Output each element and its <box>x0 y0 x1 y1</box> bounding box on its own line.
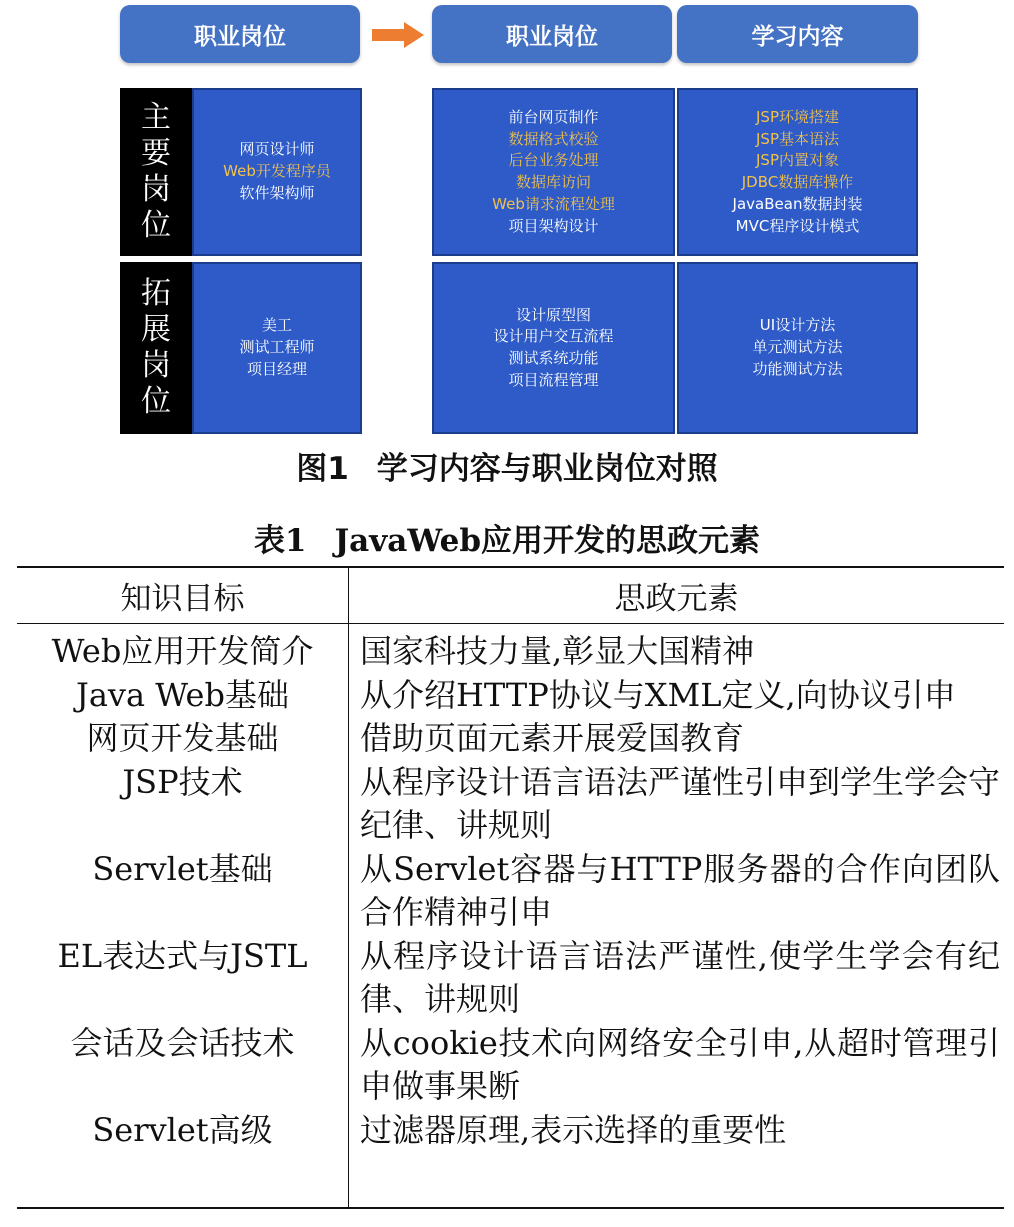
band-char: 位 <box>141 208 171 243</box>
knowledge-cell: Servlet高级 <box>92 1110 273 1149</box>
content-item: 单元测试方法 <box>752 338 843 357</box>
table-row <box>17 717 1004 761</box>
content-item: 功能测试方法 <box>752 359 843 378</box>
table-bottom-rule <box>17 1207 1004 1209</box>
content-item: JSP基本语法 <box>756 129 839 148</box>
knowledge-cell: Servlet基础 <box>92 849 273 888</box>
band-char: 岗 <box>141 172 171 207</box>
left-header: 职业岗位 <box>120 5 360 63</box>
role-item: 软件架构师 <box>239 183 315 202</box>
duty-item: 后台业务处理 <box>508 151 599 170</box>
role-item: 网页设计师 <box>239 140 315 159</box>
table-header-ideology: 思政元素 <box>614 581 739 617</box>
band-main-positions <box>120 88 192 256</box>
right-header: 学习内容 <box>677 5 918 63</box>
table-row <box>17 761 1004 848</box>
figure-caption-text: 学习内容与职业岗位对照 <box>376 451 718 487</box>
role-item: Web开发程序员 <box>223 162 331 181</box>
content-item: MVC程序设计模式 <box>735 216 860 235</box>
content-item: UI设计方法 <box>759 316 836 335</box>
figure-caption-number: 图1 <box>296 451 349 487</box>
table-row <box>17 1022 1004 1109</box>
table-row <box>17 935 1004 1022</box>
arrow-right-icon <box>372 22 424 48</box>
band-char: 要 <box>141 136 171 171</box>
table-row <box>17 674 1004 718</box>
role-item: 美工 <box>261 316 292 335</box>
table-row <box>17 848 1004 935</box>
table-body <box>17 630 1004 1152</box>
duty-item: 数据格式校验 <box>508 129 599 148</box>
band-char: 位 <box>141 384 171 419</box>
cell-main-duties <box>432 88 675 256</box>
cell-main-content <box>677 88 918 256</box>
content-item: JSP环境搭建 <box>756 107 839 126</box>
table-header-rule <box>17 623 1004 624</box>
cell-ext-roles <box>192 262 362 434</box>
table-caption-text: JavaWeb应用开发的思政元素 <box>334 523 761 559</box>
duty-item: 项目架构设计 <box>508 216 599 235</box>
duty-item: 测试系统功能 <box>508 349 599 367</box>
knowledge-cell: 会话及会话技术 <box>70 1023 295 1062</box>
content-item: JSP内置对象 <box>756 151 839 170</box>
knowledge-cell: JSP技术 <box>122 762 243 801</box>
role-item: 测试工程师 <box>239 338 315 357</box>
figure-1 <box>0 0 1014 440</box>
cell-ext-duties <box>432 262 675 434</box>
role-item: 项目经理 <box>246 359 307 378</box>
ideology-cell: 从程序设计语言语法严谨性引申到学生学会守纪律、讲规则 <box>360 762 1001 844</box>
ideology-cell: 从程序设计语言语法严谨性,使学生学会有纪律、讲规则 <box>360 936 1000 1018</box>
content-item: JavaBean数据封装 <box>732 194 863 213</box>
cell-main-roles <box>192 88 362 256</box>
duty-item: 设计用户交互流程 <box>493 327 614 346</box>
duty-item: Web请求流程处理 <box>492 194 615 213</box>
figure-caption <box>0 443 1014 488</box>
duty-item: 前台网页制作 <box>508 107 599 126</box>
duty-item: 项目流程管理 <box>508 370 599 389</box>
band-char: 岗 <box>141 348 171 383</box>
knowledge-cell: EL表达式与JSTL <box>57 936 308 975</box>
ideology-cell: 从介绍HTTP协议与XML定义,向协议引申 <box>360 675 956 714</box>
knowledge-cell: Web应用开发简介 <box>51 632 314 670</box>
duty-item: 设计原型图 <box>515 305 591 324</box>
band-char: 主 <box>141 100 171 135</box>
table-caption <box>0 515 1014 560</box>
band-ext-positions <box>120 262 192 434</box>
band-char: 展 <box>141 312 171 347</box>
table-row <box>17 1109 1004 1153</box>
ideology-cell: 从cookie技术向网络安全引申,从超时管理引申做事果断 <box>360 1023 1000 1105</box>
band-char: 拓 <box>141 276 171 311</box>
ideology-cell: 借助页面元素开展爱国教育 <box>360 719 745 757</box>
mid-header: 职业岗位 <box>432 5 672 63</box>
table-caption-number: 表1 <box>253 523 307 559</box>
knowledge-cell: Java Web基础 <box>76 675 289 714</box>
ideology-cell: 国家科技力量,彰显大国精神 <box>360 632 755 670</box>
duty-item: 数据库访问 <box>515 173 591 191</box>
ideology-cell: 过滤器原理,表示选择的重要性 <box>360 1110 787 1149</box>
knowledge-cell: 网页开发基础 <box>86 719 279 757</box>
ideology-cell: 从Servlet容器与HTTP服务器的合作向团队合作精神引申 <box>360 849 1000 931</box>
table-header-knowledge: 知识目标 <box>120 581 245 617</box>
cell-ext-content <box>677 262 918 434</box>
content-item: JDBC数据库操作 <box>741 173 854 191</box>
table-row <box>17 630 1004 674</box>
